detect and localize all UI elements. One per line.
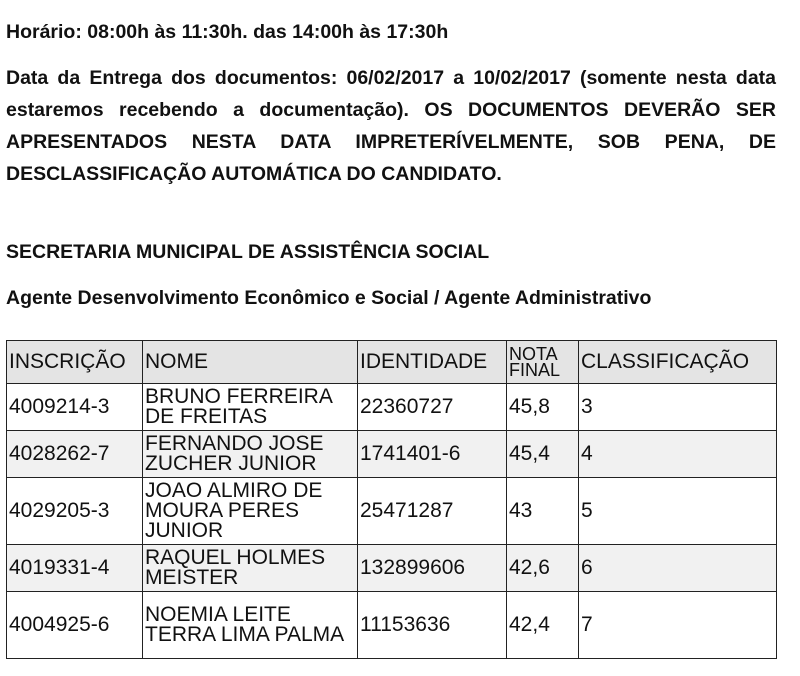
cell-identidade: 11153636 [358, 592, 507, 659]
table-row [7, 384, 777, 431]
header-nome: NOME [143, 341, 358, 384]
cell-classificacao: 7 [579, 592, 777, 659]
cell-nome: RAQUEL HOLMES MEISTER [143, 545, 358, 592]
cell-classificacao: 3 [579, 384, 777, 431]
cell-inscricao: 4028262-7 [7, 431, 143, 478]
cell-inscricao: 4009214-3 [7, 384, 143, 431]
cell-nota-final: 43 [507, 478, 579, 545]
cell-identidade: 25471287 [358, 478, 507, 545]
cell-identidade: 1741401-6 [358, 431, 507, 478]
department-heading: SECRETARIA MUNICIPAL DE ASSISTÊNCIA SOCIAL [6, 241, 490, 263]
results-table [6, 340, 777, 659]
header-inscricao: INSCRIÇÃO [7, 341, 143, 384]
cell-nome: NOEMIA LEITE TERRA LIMA PALMA [143, 592, 358, 659]
cell-identidade: 22360727 [358, 384, 507, 431]
table-header-row [7, 341, 777, 384]
header-classificacao: CLASSIFICAÇÃO [579, 341, 777, 384]
table-row [7, 478, 777, 545]
cell-nome: BRUNO FERREIRA DE FREITAS [143, 384, 358, 431]
position-heading: Agente Desenvolvimento Econômico e Social / Agente Administrativo [6, 287, 652, 309]
table-row [7, 431, 777, 478]
cell-nome: JOAO ALMIRO DE MOURA PERES JUNIOR [143, 478, 358, 545]
cell-classificacao: 5 [579, 478, 777, 545]
cell-identidade: 132899606 [358, 545, 507, 592]
table-row [7, 545, 777, 592]
cell-inscricao: 4004925-6 [7, 592, 143, 659]
cell-inscricao: 4019331-4 [7, 545, 143, 592]
cell-nome: FERNANDO JOSE ZUCHER JUNIOR [143, 431, 358, 478]
cell-classificacao: 6 [579, 545, 777, 592]
delivery-notice: Data da Entrega dos documentos: 06/02/2017 a 10/02/2017 (somente nesta data estaremos recebendo a documentação). OS DOCUMENTOS DEVERÃO SER APRESENTADOS NESTA DATA IMPRETERÍVELMENTE, SOB PENA, DE DESCLASSIFICAÇÃO AUTOMÁTICA DO CANDIDATO. [6, 67, 776, 185]
table-row [7, 592, 777, 659]
cell-nota-final: 42,4 [507, 592, 579, 659]
cell-nota-final: 42,6 [507, 545, 579, 592]
header-identidade: IDENTIDADE [358, 341, 507, 384]
schedule-text: Horário: 08:00h às 11:30h. das 14:00h às 17:30h [6, 21, 449, 43]
cell-classificacao: 4 [579, 431, 777, 478]
cell-nota-final: 45,8 [507, 384, 579, 431]
cell-nota-final: 45,4 [507, 431, 579, 478]
header-nota-final: NOTA FINAL [507, 341, 579, 384]
cell-inscricao: 4029205-3 [7, 478, 143, 545]
